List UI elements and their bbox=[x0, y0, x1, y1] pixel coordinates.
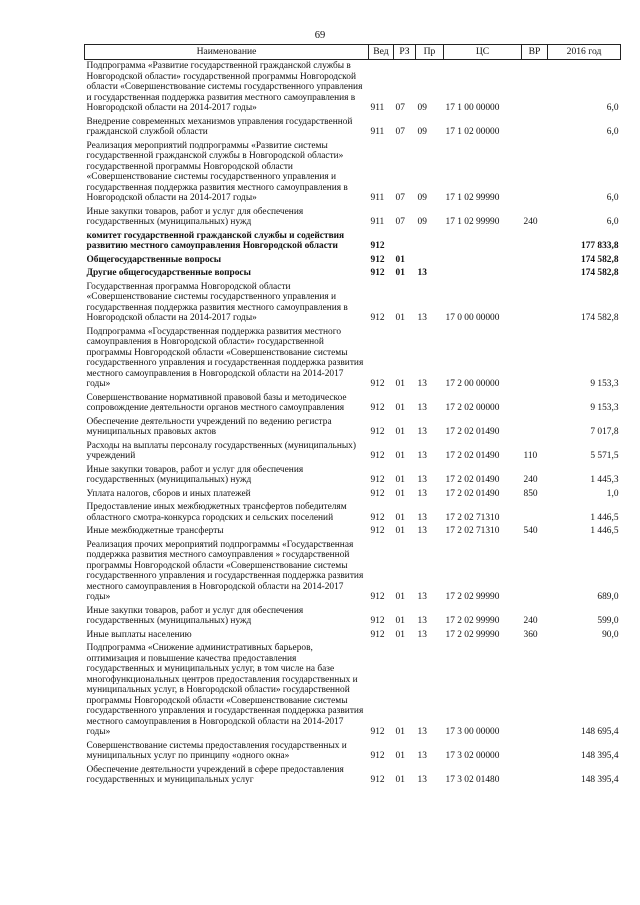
cell-ved: 912 bbox=[370, 488, 385, 499]
cell-name: Подпрограмма «Государственная поддержка развития местного самоуправления в Новгородской области» государственной программы Новгородской области «Совершенствование системы государственного управления и государственная поддержка развития местного самоуправления в Новгородской области на 2014-2017 годы» bbox=[86, 326, 364, 389]
cell-name: Внедрение современных механизмов управления государственной гражданской службой области bbox=[86, 116, 353, 137]
cell-cs: 17 1 02 00000 bbox=[445, 127, 500, 137]
cell-vr bbox=[522, 267, 548, 281]
cell-ved: 912 bbox=[370, 403, 385, 413]
cell-vr bbox=[522, 60, 548, 116]
cell-amount: 6,0 bbox=[606, 217, 619, 227]
cell-pr: 13 bbox=[417, 512, 427, 523]
cell-vr: 110 bbox=[523, 451, 538, 461]
cell-amount: 689,0 bbox=[597, 592, 619, 602]
cell-ved: 912 bbox=[370, 268, 385, 278]
cell-ved: 912 bbox=[370, 451, 385, 461]
cell-rz: 07 bbox=[395, 127, 405, 137]
cell-ved: 912 bbox=[370, 775, 385, 785]
table-header bbox=[85, 45, 621, 60]
cell-vr bbox=[522, 140, 548, 206]
cell-vr: 240 bbox=[523, 475, 538, 485]
cell-vr bbox=[522, 281, 548, 326]
cell-rz: 01 bbox=[395, 379, 405, 389]
cell-ved: 912 bbox=[370, 727, 385, 737]
page-number: 69 bbox=[314, 30, 326, 41]
cell-cs: 17 2 02 71310 bbox=[445, 512, 500, 523]
table-row bbox=[85, 464, 621, 488]
cell-ved: 912 bbox=[370, 629, 385, 640]
table-row bbox=[85, 326, 621, 392]
cell-name: Общегосударственные вопросы bbox=[86, 254, 222, 265]
cell-cs: 17 3 02 00000 bbox=[445, 751, 500, 761]
cell-rz: 01 bbox=[395, 775, 405, 785]
cell-vr bbox=[522, 116, 548, 140]
cell-rz: 01 bbox=[395, 616, 405, 626]
cell-vr: 850 bbox=[523, 488, 538, 499]
table-row bbox=[85, 488, 621, 502]
table-row bbox=[85, 140, 621, 206]
cell-name: Иные межбюджетные трансферты bbox=[86, 526, 224, 536]
table-row bbox=[85, 629, 621, 643]
cell-rz: 01 bbox=[395, 526, 405, 536]
table-row bbox=[85, 206, 621, 230]
cell-ved: 912 bbox=[370, 616, 385, 626]
cell-ved: 912 bbox=[370, 379, 385, 389]
cell-ved: 912 bbox=[370, 526, 385, 536]
header-rz: РЗ bbox=[394, 45, 416, 60]
cell-amount: 174 582,8 bbox=[581, 313, 619, 323]
table-row bbox=[85, 525, 621, 539]
cell-pr: 13 bbox=[417, 475, 427, 485]
cell-rz: 07 bbox=[395, 217, 405, 227]
cell-pr bbox=[416, 254, 444, 268]
table-row bbox=[85, 267, 621, 281]
cell-cs: 17 2 02 01490 bbox=[445, 451, 500, 461]
cell-rz: 01 bbox=[395, 475, 405, 485]
cell-name: Совершенствование системы предоставления государственных и муниципальных услуг по принципу «одного окна» bbox=[86, 740, 347, 761]
table-row bbox=[85, 501, 621, 525]
cell-name: Государственная программа Новгородской области «Совершенствование системы государственного управления и государственная поддержка развития местного самоуправления в Новгородской области на 2014-2017 годы» bbox=[86, 281, 348, 323]
cell-amount: 1 446,5 bbox=[590, 526, 619, 536]
cell-amount: 1,0 bbox=[606, 488, 619, 499]
cell-vr bbox=[522, 230, 548, 254]
cell-vr bbox=[522, 764, 548, 788]
table-row bbox=[85, 392, 621, 416]
cell-vr bbox=[522, 740, 548, 764]
cell-rz: 07 bbox=[395, 103, 405, 113]
cell-cs: 17 2 02 01490 bbox=[445, 488, 500, 499]
cell-pr: 13 bbox=[417, 592, 427, 602]
cell-amount: 6,0 bbox=[606, 103, 619, 113]
header-ved: Вед bbox=[369, 45, 394, 60]
cell-ved: 912 bbox=[370, 512, 385, 523]
cell-cs: 17 3 02 01480 bbox=[445, 775, 500, 785]
cell-pr: 13 bbox=[417, 488, 427, 499]
cell-rz: 01 bbox=[395, 403, 405, 413]
cell-ved: 912 bbox=[370, 241, 385, 251]
cell-rz bbox=[394, 230, 416, 254]
cell-ved: 912 bbox=[370, 475, 385, 485]
cell-name: Иные закупки товаров, работ и услуг для обеспечения государственных (муниципальных) нужд bbox=[86, 605, 304, 626]
cell-vr bbox=[522, 392, 548, 416]
cell-name: Подпрограмма «Снижение административных барьеров, оптимизация и повышение качества предоставления государственных и муниципальных услуг, в том числе на базе многофункциональных центров предоставления государственных и муниципальных услуг, в Новгородской области» государственной программы Новгородской области «Совершенствование системы государственного управления и государственная поддержка развития местного самоуправления в Новгородской области на 2014-2017 годы» bbox=[86, 643, 364, 737]
cell-pr: 09 bbox=[417, 127, 427, 137]
cell-vr bbox=[522, 642, 548, 740]
header-vr: ВР bbox=[522, 45, 548, 60]
cell-cs: 17 2 02 00000 bbox=[445, 403, 500, 413]
table-row bbox=[85, 764, 621, 788]
cell-ved: 912 bbox=[370, 427, 385, 437]
cell-cs: 17 1 02 99990 bbox=[445, 193, 500, 203]
cell-name: комитет государственной гражданской службы и содействия развитию местного самоуправления Новгородской области bbox=[86, 230, 345, 251]
table-row bbox=[85, 605, 621, 629]
cell-amount: 148 395,4 bbox=[581, 751, 619, 761]
cell-ved: 911 bbox=[370, 193, 385, 203]
cell-name: Иные выплаты населению bbox=[86, 629, 192, 640]
cell-cs bbox=[444, 267, 522, 281]
cell-rz: 07 bbox=[395, 193, 405, 203]
cell-cs: 17 3 00 00000 bbox=[445, 727, 500, 737]
cell-cs bbox=[444, 254, 522, 268]
cell-pr: 09 bbox=[417, 193, 427, 203]
cell-name: Обеспечение деятельности учреждений в сфере предоставления государственных и муниципальных услуг bbox=[86, 764, 344, 785]
cell-cs: 17 2 02 01490 bbox=[445, 475, 500, 485]
cell-amount: 174 582,8 bbox=[581, 254, 619, 265]
cell-pr: 13 bbox=[417, 629, 427, 640]
cell-vr bbox=[522, 326, 548, 392]
cell-pr: 13 bbox=[417, 451, 427, 461]
cell-name: Обеспечение деятельности учреждений по ведению регистра муниципальных правовых актов bbox=[86, 416, 332, 437]
cell-amount: 90,0 bbox=[602, 629, 619, 640]
cell-pr: 13 bbox=[417, 403, 427, 413]
cell-pr: 13 bbox=[417, 775, 427, 785]
cell-cs: 17 2 02 71310 bbox=[445, 526, 500, 536]
cell-ved: 911 bbox=[370, 127, 385, 137]
cell-vr: 240 bbox=[523, 616, 538, 626]
cell-name: Совершенствование нормативной правовой базы и методическое сопровождение деятельности органов местного самоуправления bbox=[86, 392, 347, 413]
cell-name: Реализация мероприятий подпрограммы «Развитие системы государственной гражданской службы в Новгородской области» государственной программы Новгородской области «Совершенствование системы государственного управления и государственная поддержка развития местного самоуправления в Новгородской области на 2014-2017 годы» bbox=[86, 140, 348, 203]
cell-name: Иные закупки товаров, работ и услуг для обеспечения государственных (муниципальных) нужд bbox=[86, 206, 304, 227]
cell-name: Предоставление иных межбюджетных трансфертов победителям областного смотра-конкурса городских и сельских поселений bbox=[86, 502, 347, 523]
cell-pr: 13 bbox=[417, 427, 427, 437]
table-row bbox=[85, 230, 621, 254]
table-row bbox=[85, 60, 621, 116]
cell-pr: 13 bbox=[417, 379, 427, 389]
cell-amount: 6,0 bbox=[606, 127, 619, 137]
cell-pr: 13 bbox=[417, 526, 427, 536]
header-pr: Пр bbox=[416, 45, 444, 60]
cell-name: Другие общегосударственные вопросы bbox=[86, 268, 251, 278]
table-row bbox=[85, 740, 621, 764]
cell-name: Иные закупки товаров, работ и услуг для обеспечения государственных (муниципальных) нужд bbox=[86, 464, 304, 485]
cell-pr: 13 bbox=[417, 751, 427, 761]
table-row bbox=[85, 254, 621, 268]
header-cs: ЦС bbox=[444, 45, 522, 60]
cell-pr: 09 bbox=[417, 217, 427, 227]
cell-amount: 7 017,8 bbox=[590, 427, 619, 437]
cell-name: Уплата налогов, сборов и иных платежей bbox=[86, 488, 251, 499]
table-body bbox=[85, 60, 621, 788]
cell-rz: 01 bbox=[395, 313, 405, 323]
budget-table bbox=[84, 44, 621, 788]
cell-name: Подпрограмма «Развитие государственной гражданской службы в Новгородской области» государственной программы Новгородской области «Совершенствование системы государственного управления и государственная поддержка развития местного самоуправления в Новгородской области на 2014-2017 годы» bbox=[86, 61, 363, 113]
cell-vr bbox=[522, 254, 548, 268]
cell-ved: 912 bbox=[370, 751, 385, 761]
cell-rz: 01 bbox=[395, 727, 405, 737]
table-row bbox=[85, 642, 621, 740]
cell-cs bbox=[444, 230, 522, 254]
cell-cs: 17 2 02 99990 bbox=[445, 616, 500, 626]
cell-pr: 13 bbox=[417, 616, 427, 626]
cell-rz: 01 bbox=[395, 254, 405, 265]
cell-pr: 13 bbox=[417, 268, 427, 278]
cell-pr: 13 bbox=[417, 727, 427, 737]
cell-vr: 240 bbox=[523, 217, 538, 227]
cell-cs: 17 1 00 00000 bbox=[445, 103, 500, 113]
cell-pr: 13 bbox=[417, 313, 427, 323]
cell-cs: 17 0 00 00000 bbox=[445, 313, 500, 323]
cell-cs: 17 2 02 99990 bbox=[445, 629, 500, 640]
cell-amount: 148 395,4 bbox=[581, 775, 619, 785]
table-row bbox=[85, 116, 621, 140]
cell-amount: 6,0 bbox=[606, 193, 619, 203]
cell-amount: 174 582,8 bbox=[581, 268, 619, 278]
cell-name: Расходы на выплаты персоналу государственных (муниципальных) учреждений bbox=[86, 440, 356, 461]
header-name: Наименование bbox=[85, 45, 369, 60]
cell-cs: 17 2 02 99990 bbox=[445, 592, 500, 602]
cell-cs: 17 2 00 00000 bbox=[445, 379, 500, 389]
cell-amount: 1 446,5 bbox=[590, 512, 619, 523]
cell-vr bbox=[522, 539, 548, 605]
cell-amount: 599,0 bbox=[597, 616, 619, 626]
cell-rz: 01 bbox=[395, 488, 405, 499]
cell-amount: 1 445,3 bbox=[590, 475, 619, 485]
cell-vr: 540 bbox=[523, 526, 538, 536]
cell-vr: 360 bbox=[523, 629, 538, 640]
cell-rz: 01 bbox=[395, 592, 405, 602]
cell-amount: 177 833,8 bbox=[581, 241, 619, 251]
header-year: 2016 год bbox=[548, 45, 621, 60]
cell-ved: 912 bbox=[370, 254, 385, 265]
cell-rz: 01 bbox=[395, 451, 405, 461]
cell-ved: 912 bbox=[370, 592, 385, 602]
cell-ved: 912 bbox=[370, 313, 385, 323]
cell-amount: 148 695,4 bbox=[581, 727, 619, 737]
cell-rz: 01 bbox=[395, 512, 405, 523]
cell-rz: 01 bbox=[395, 751, 405, 761]
cell-amount: 5 571,5 bbox=[590, 451, 619, 461]
cell-ved: 911 bbox=[370, 217, 385, 227]
cell-rz: 01 bbox=[395, 268, 405, 278]
cell-pr: 09 bbox=[417, 103, 427, 113]
cell-name: Реализация прочих мероприятий подпрограммы «Государственная поддержка развития местного самоуправления » государственной программы Новгородской области «Совершенствование системы государственного управления и государственная поддержка развития местного самоуправления в Новгородской области на 2014-2017 годы» bbox=[86, 539, 364, 602]
cell-rz: 01 bbox=[395, 427, 405, 437]
table-row bbox=[85, 440, 621, 464]
cell-cs: 17 1 02 99990 bbox=[445, 217, 500, 227]
cell-vr bbox=[522, 501, 548, 525]
cell-ved: 911 bbox=[370, 103, 385, 113]
cell-amount: 9 153,3 bbox=[590, 403, 619, 413]
cell-cs: 17 2 02 01490 bbox=[445, 427, 500, 437]
cell-pr bbox=[416, 230, 444, 254]
table-row bbox=[85, 539, 621, 605]
cell-vr bbox=[522, 416, 548, 440]
cell-amount: 9 153,3 bbox=[590, 379, 619, 389]
cell-rz: 01 bbox=[395, 629, 405, 640]
table-row bbox=[85, 281, 621, 326]
table-row bbox=[85, 416, 621, 440]
